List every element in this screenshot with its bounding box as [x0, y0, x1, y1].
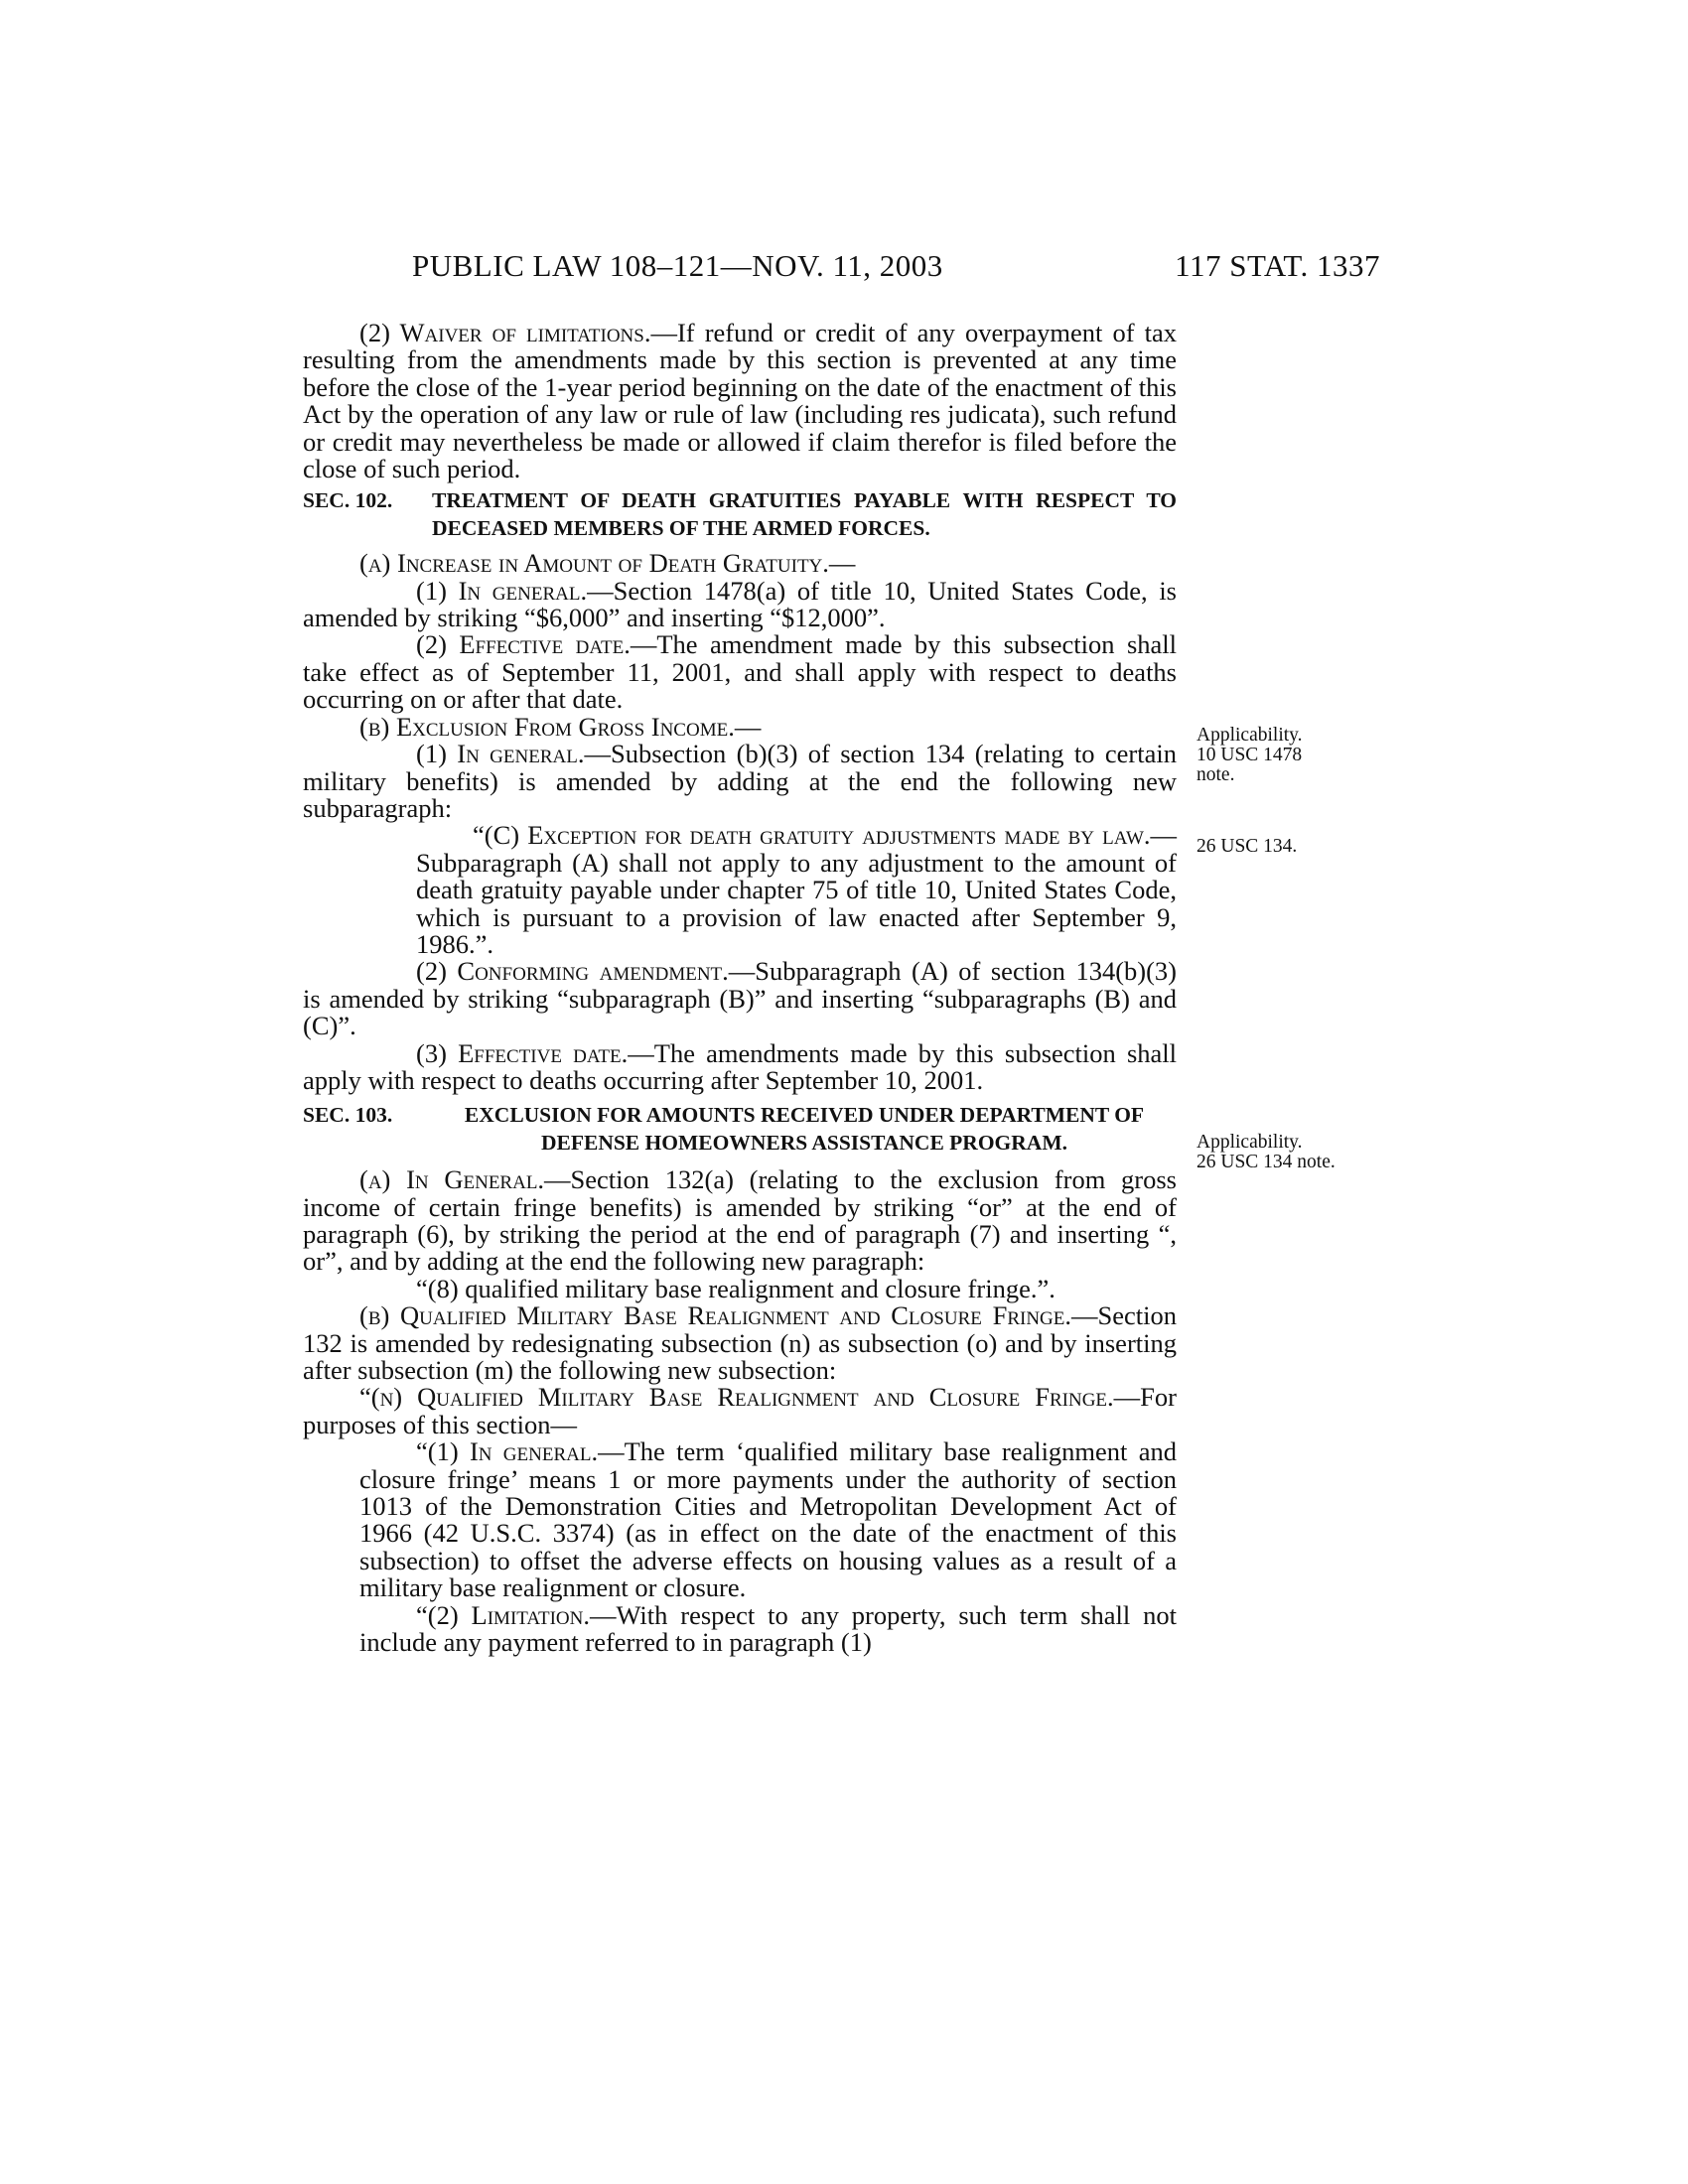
paragraph-waiver-of-limitations: [303, 320, 1177, 482]
subsection-heading: (b) Qualified Military Base Realignment and Closure Fringe.: [359, 1300, 1071, 1331]
margin-note-line: Applicability.: [1196, 1132, 1303, 1153]
subsection-heading: (a) Increase in Amount of Death Gratuity.: [359, 548, 829, 579]
subsection-dash: —: [734, 711, 762, 742]
section-title: TREATMENT OF DEATH GRATUITIES PAYABLE WITH RESPECT TO DECEASED MEMBERS OF THE ARMED FORCES.: [432, 488, 1177, 540]
subsection-102a: [303, 550, 1177, 577]
paragraph-102a1: [303, 575, 1177, 633]
subsection-text: —For purposes of this section—: [303, 1382, 1177, 1439]
subsection-text: —Section 132 is amended by redesignating subsection (n) as subsection (o) and by inserting after subsection (m) the following new subsection:: [303, 1300, 1177, 1386]
margin-note-line: Applicability.: [1196, 725, 1303, 746]
paragraph-heading: (3) Effective date.: [416, 1037, 629, 1068]
paragraph-103a8: [303, 1273, 1177, 1303]
margin-note-line: 10 USC 1478: [1196, 745, 1303, 765]
subsection-heading: “(n) Qualified Military Base Realignment and Closure Fringe.: [359, 1382, 1114, 1413]
subsection-heading: (b) Exclusion From Gross Income.: [359, 711, 735, 742]
paragraph-102b1: [303, 741, 1177, 822]
margin-note-applicability-10usc1478: [1196, 726, 1395, 785]
subsection-text: —Section 132(a) (relating to the exclusion from gross income of certain fringe benefits) is amended by striking “or” at the end of paragraph (6), by striking the period at the end of paragraph (7) and inserting “, or”, and by adding at the end the following new paragraph:: [303, 1164, 1177, 1277]
paragraph-102b3: [303, 1037, 1177, 1095]
page-header: [303, 248, 1380, 298]
section-number: SEC. 103.: [303, 1103, 393, 1128]
paragraph-heading: “(2) Limitation.: [416, 1599, 590, 1630]
paragraph-heading: (2) Conforming amendment.: [416, 956, 729, 987]
paragraph-heading: (2) Waiver of limitations.: [359, 318, 651, 347]
running-head-stat: 117 STAT. 1337: [1175, 248, 1380, 283]
section-number: SEC. 102.: [303, 488, 393, 513]
paragraph-text: —With respect to any property, such term shall not include any payment referred to in paragraph (1): [359, 1599, 1177, 1658]
subsection-103n: [303, 1384, 1177, 1438]
margin-note-26usc134: [1196, 837, 1395, 857]
margin-note-line: 26 USC 134 note.: [1196, 1152, 1336, 1172]
section-heading-103: [303, 1102, 1177, 1157]
subsection-dash: —: [828, 548, 856, 579]
paragraph-heading: (1) In general.: [416, 575, 588, 606]
section-heading-102: [303, 487, 1177, 542]
paragraph-heading: “(1) In general.: [416, 1436, 599, 1467]
paragraph-text: —Subsection (b)(3) of section 134 (relating to certain military benefits) is amended by adding at the end the following new subparagraph:: [303, 739, 1177, 823]
subparagraph-text: —Subparagraph (A) shall not apply to any adjustment to the amount of death gratuity payable under chapter 75 of title 10, United States Code, which is pursuant to a provision of law enacted after September 9, 1986.”.: [416, 820, 1177, 959]
subsection-103a: [303, 1166, 1177, 1276]
paragraph-102b2: [303, 958, 1177, 1039]
paragraph-text: —The term ‘qualified military base realignment and closure fringe’ means 1 or more payments under the authority of section 1013 of the Demonstration Cities and Metropolitan Development Act of 1966 (42 U.S.C. 3374) (as in effect on the date of the enactment of this subsection) to offset the adverse effects on housing values as a result of a military base realignment or closure.: [359, 1436, 1177, 1603]
subsection-102b: [303, 711, 1177, 742]
paragraph-102a2: [303, 631, 1177, 713]
section-title: EXCLUSION FOR AMOUNTS RECEIVED UNDER DEPARTMENT OF DEFENSE HOMEOWNERS ASSISTANCE PROGRAM.: [464, 1103, 1145, 1155]
paragraph-text: —If refund or credit of any overpayment of tax resulting from the amendments made by this section is prevented at any time before the close of the 1-year period beginning on the date of the enactment of this Act by the operation of any law or rule of law (including res judicata), such refund or credit may nevertheless be made or allowed if claim therefor is filed before the close of such period.: [303, 318, 1177, 484]
subsection-103b: [303, 1302, 1177, 1384]
subparagraph-heading: “(C) Exception for death gratuity adjustments made by law.: [473, 820, 1151, 851]
margin-note-applicability-26usc134: [1196, 1133, 1395, 1172]
document-body: [303, 320, 1177, 1657]
paragraph-heading: (1) In general.: [416, 739, 585, 769]
margin-note-line: 26 USC 134.: [1196, 836, 1298, 857]
paragraph-103n1: [303, 1438, 1177, 1601]
paragraph-text: —Section 1478(a) of title 10, United States Code, is amended by striking “$6,000” and inserting “$12,000”.: [303, 575, 1177, 633]
subparagraph-102b1C: [303, 822, 1177, 958]
margin-note-line: note.: [1196, 764, 1235, 785]
subsection-heading: (a) In General.: [359, 1164, 545, 1195]
paragraph-103n2: [303, 1599, 1177, 1658]
running-head-law: PUBLIC LAW 108–121—NOV. 11, 2003: [412, 248, 943, 283]
paragraph-text: —The amendments made by this subsection shall apply with respect to deaths occurring after September 10, 2001.: [303, 1037, 1177, 1095]
paragraph-heading: (2) Effective date.: [416, 629, 631, 660]
paragraph-text: —Subparagraph (A) of section 134(b)(3) is amended by striking “subparagraph (B)” and inserting “subparagraphs (B) and (C)”.: [303, 956, 1177, 1041]
paragraph-text: —The amendment made by this subsection shall take effect as of September 11, 2001, and shall apply with respect to deaths occurring on or after that date.: [303, 629, 1177, 715]
paragraph-text: “(8) qualified military base realignment and closure fringe.”.: [416, 1273, 1055, 1303]
